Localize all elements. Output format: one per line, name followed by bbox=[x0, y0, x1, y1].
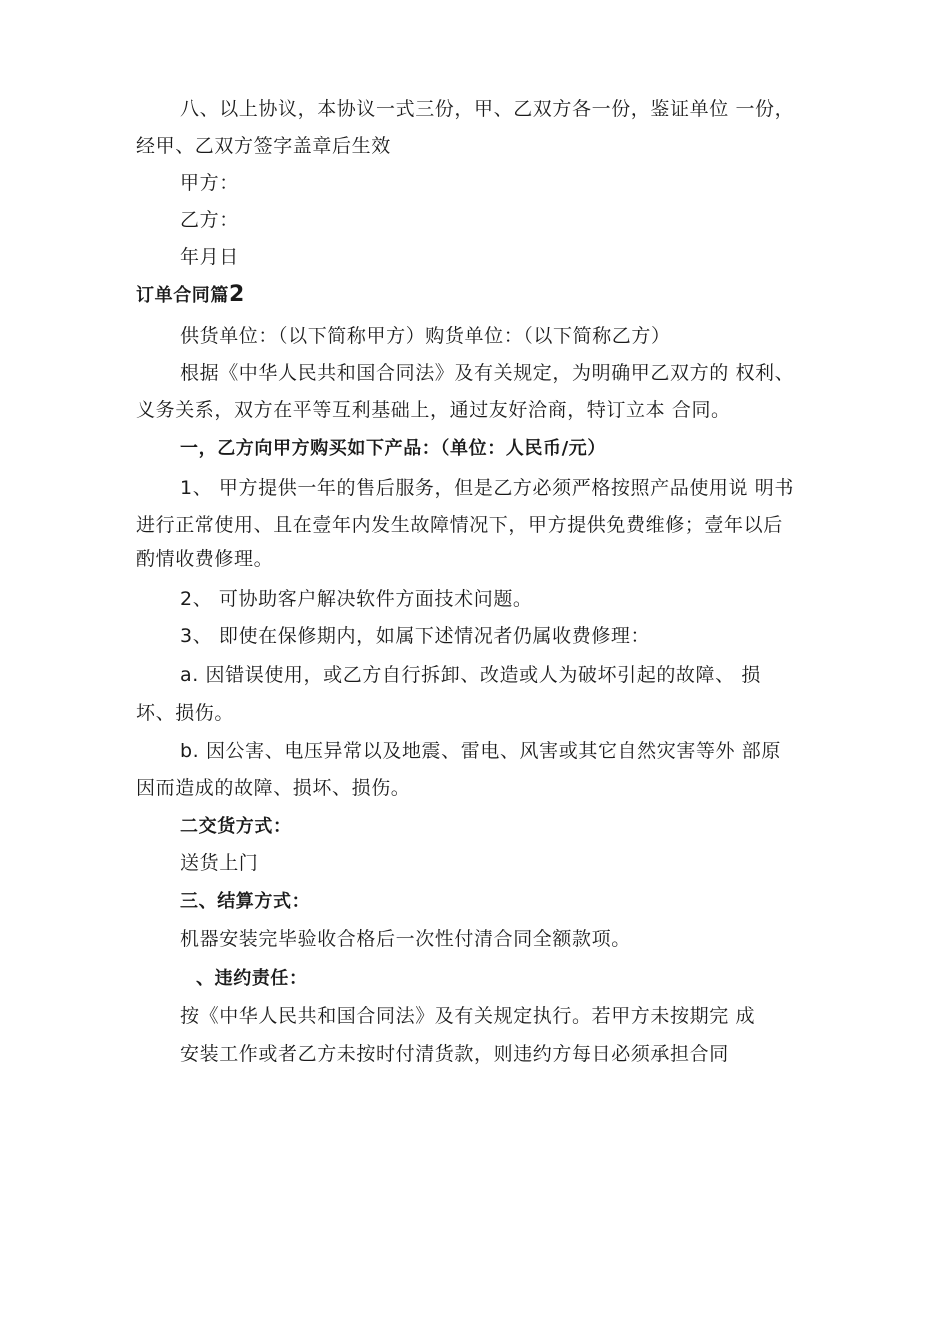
delivery-method-text: 送货上门 bbox=[180, 852, 259, 874]
delivery-method-heading: 二交货方式： bbox=[180, 816, 292, 837]
item-a-line-2: 坏、损伤。 bbox=[136, 702, 235, 724]
clause-eight-line-2: 经甲、乙双方签字盖章后生效 bbox=[136, 135, 391, 157]
breach-liability-line-2: 安装工作或者乙方未按时付清货款，则违约方每日必须承担合同 bbox=[180, 1043, 729, 1065]
settlement-method-heading: 三、结算方式： bbox=[180, 891, 311, 912]
party-a-label: 甲方： bbox=[180, 172, 239, 194]
date-label: 年月日 bbox=[180, 246, 239, 268]
section-heading-number: 2 bbox=[229, 282, 245, 307]
item-1-line-2: 进行正常使用、且在壹年内发生故障情况下，甲方提供免费维修；壹年以后 bbox=[136, 514, 783, 536]
section-heading-text: 订单合同篇 bbox=[136, 285, 229, 306]
item-1-line-3: 酌情收费修理。 bbox=[136, 548, 274, 570]
item-2-line: 2、 可协助客户解决软件方面技术问题。 bbox=[180, 588, 533, 610]
section-one-heading: 一，乙方向甲方购买如下产品：（单位：人民币/元） bbox=[180, 438, 606, 459]
item-3-line: 3、 即使在保修期内，如属下述情况者仍属收费修理： bbox=[180, 625, 651, 647]
settlement-method-text: 机器安装完毕验收合格后一次性付清合同全额款项。 bbox=[180, 928, 631, 950]
party-b-label: 乙方： bbox=[180, 209, 239, 231]
item-b-line-2: 因而造成的故障、损坏、损伤。 bbox=[136, 777, 411, 799]
breach-liability-line-1: 按《中华人民共和国合同法》及有关规定执行。若甲方未按期完 成 bbox=[180, 1005, 756, 1027]
item-1-line-1: 1、 甲方提供一年的售后服务，但是乙方必须严格按照产品使用说 明书 bbox=[180, 477, 794, 499]
section-heading bbox=[136, 282, 245, 309]
item-b-line-1: b. 因公害、电压异常以及地震、雷电、风害或其它自然灾害等外 部原 bbox=[180, 740, 781, 762]
preamble-line-1: 根据《中华人民共和国合同法》及有关规定，为明确甲乙双方的 权利、 bbox=[180, 362, 795, 384]
supplier-buyer-line: 供货单位：（以下简称甲方）购货单位：（以下简称乙方） bbox=[180, 325, 671, 347]
item-a-line-1: a. 因错误使用，或乙方自行拆卸、改造或人为破坏引起的故障、 损 bbox=[180, 664, 761, 686]
clause-eight-line-1: 八、以上协议，本协议一式三份，甲、乙双方各一份，鉴证单位 一份， bbox=[180, 98, 795, 120]
preamble-line-2: 义务关系，双方在平等互利基础上，通过友好洽商，特订立本 合同。 bbox=[136, 399, 731, 421]
breach-liability-heading: 、违约责任： bbox=[196, 968, 308, 989]
